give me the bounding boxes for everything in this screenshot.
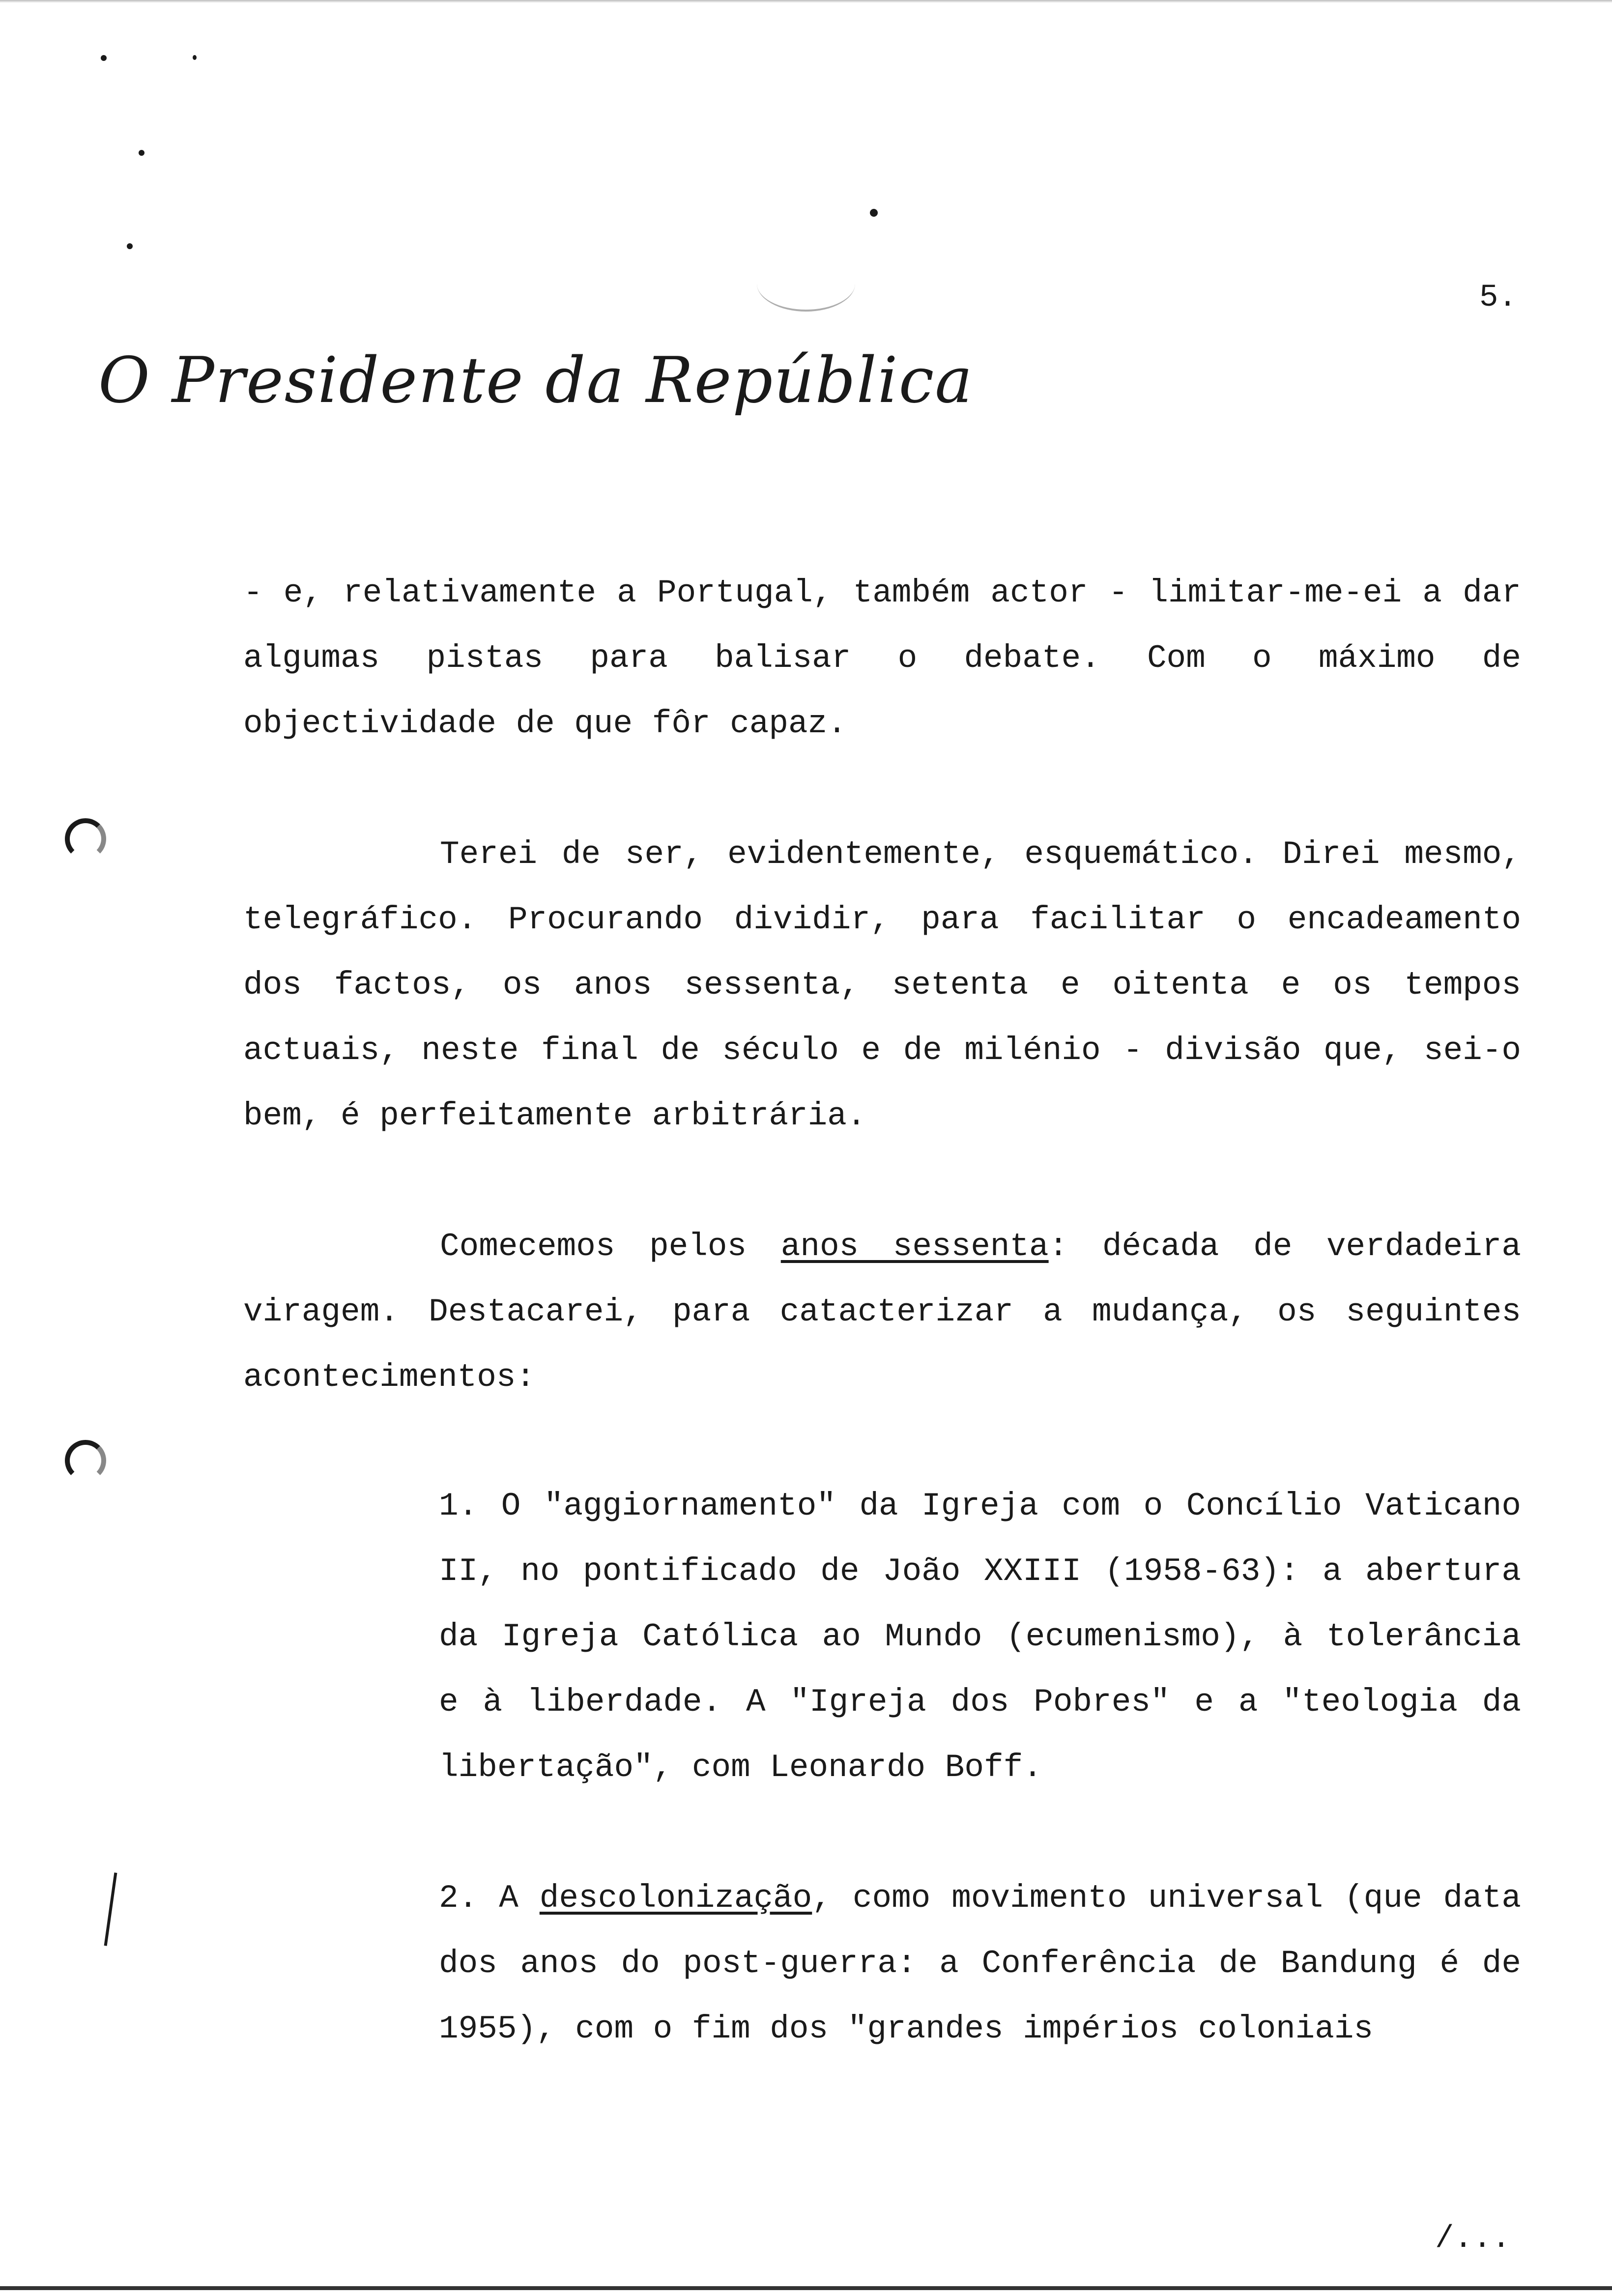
paragraph-1: - e, relativamente a Portugal, também actor - limitar-me-ei a dar algumas pistas para balisar o debate. Com o máximo de objectividade de que fôr capaz. [243,574,1521,742]
paragraph-3-rest: : década de verdadeira viragem. Destacarei, para catacterizar a mudança, os seguintes acontecimentos: [243,1228,1522,1396]
list-item-1: 1. O "aggiornamento" da Igreja com o Concílio Vaticano II, no pontificado de João XXIII (1958-63): a abertura da Igreja Católica ao Mundo (ecumenismo), à tolerância e à liberdade. A "Igreja dos Pobres" e a "teologia da libertação", com Leonardo Boff. [439,1488,1521,1786]
stamp-smudge [757,256,855,312]
paragraph-3-lead: Comecemos pelos [440,1228,781,1265]
underlined-descolonizacao: descolonização [539,1880,812,1917]
speck-mark [139,150,144,156]
list-item-2 [439,1866,1521,2062]
underlined-anos-sessenta: anos sessenta [780,1228,1049,1265]
speck-mark [870,209,878,217]
list-item-2-rest: , como movimento universal (que data dos anos do post-guerra: a Conferência de Bandung é de 1955), com o fim dos "grandes impérios coloniais [439,1880,1521,2047]
paragraph-2: Terei de ser, evidentemente, esquemático. Direi mesmo, telegráfico. Procurando dividir, para facilitar o encadeamento dos factos, os anos sessenta, setenta e oitenta e os tempos actuais, neste final de século e de milénio - divisão que, sei-o bem, é perfeitamente arbitrária. [243,836,1521,1134]
continuation-mark: /... [1435,2221,1511,2257]
speck-mark [127,243,133,249]
page-top-edge [0,0,1612,3]
list-item-2-lead: 2. A [439,1880,540,1917]
page-number: 5. [1479,280,1517,316]
letterhead-script: O Presidente da República [98,344,974,417]
speck-mark [193,55,197,60]
margin-pen-mark [104,1872,117,1946]
speck-mark [101,55,107,61]
page-bottom-edge [0,2286,1612,2290]
punch-hole-icon [65,818,106,860]
paragraph-3 [243,1214,1521,1410]
punch-hole-icon [65,1440,106,1481]
